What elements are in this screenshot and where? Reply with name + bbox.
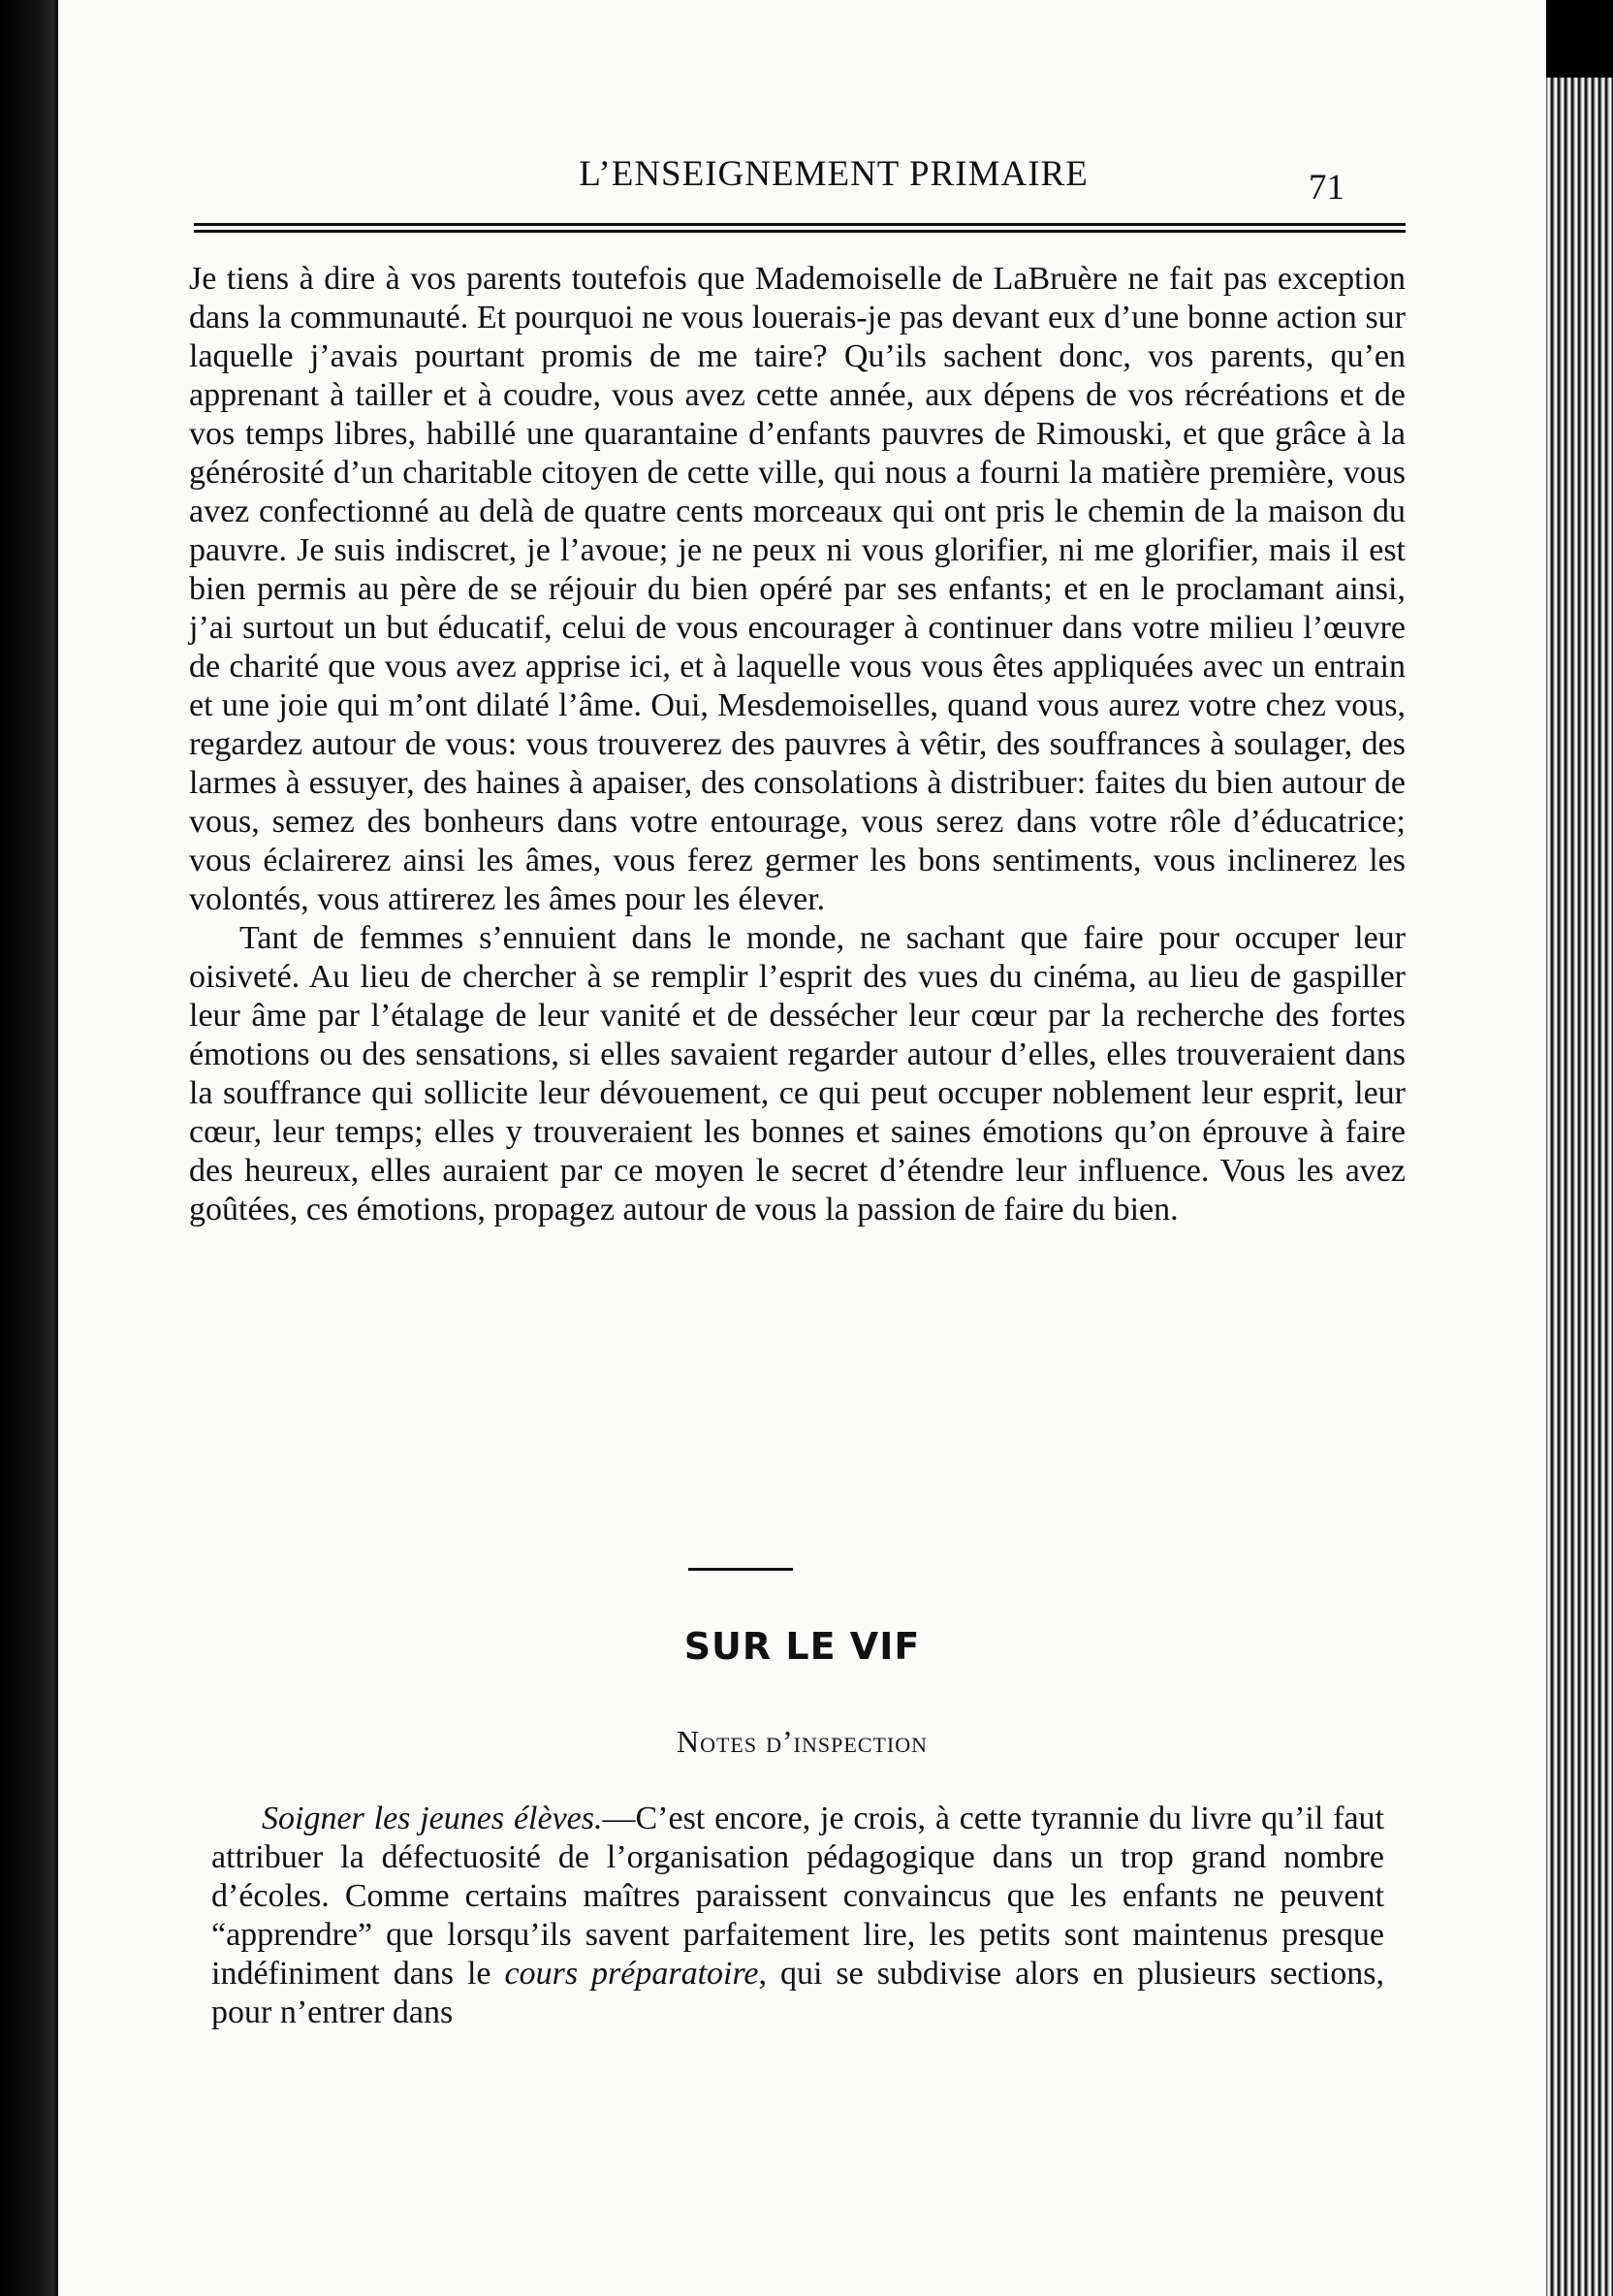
- body-text: [189, 260, 1406, 1229]
- paragraph-1: Je tiens à dire à vos parents toutefois que Mademoiselle de LaBruère ne fait pas exception dans la communauté. Et pourquoi ne vous louerais-je pas devant eux d’une bonne action sur laquelle j’avais pourtant promis de me taire? Qu’ils sachent donc, vos parents, qu’en apprenant à tailler et à coudre, vous avez cette année, aux dépens de vos récréations et de vos temps libres, habillé une quarantaine d’enfants pauvres de Rimouski, et que grâce à la générosité d’un charitable citoyen de cette ville, qui nous a fourni la matière première, vous avez confectionné au delà de quatre cents morceaux qui ont pris le chemin de la maison du pauvre. Je suis indiscret, je l’avoue; je ne peux ni vous glorifier, ni me glorifier, mais il est bien permis au père de se réjouir du bien opéré par ses enfants; et en le proclamant ainsi, j’ai surtout un but éducatif, celui de vous encourager à continuer dans votre milieu l’œuvre de charité que vous avez apprise ici, et à laquelle vous vous êtes appliquées avec un entrain et une joie qui m’ont dilaté l’âme. Oui, Mesdemoiselles, quand vous aurez votre chez vous, regardez autour de vous: vous trouverez des pauvres à vêtir, des souffrances à soulager, des larmes à essuyer, des haines à apaiser, des consolations à distribuer: faites du bien autour de vous, semez des bonheurs dans votre entourage, vous serez dans votre rôle d’éducatrice; vous éclairerez ainsi les âmes, vous ferez germer les bons sentiments, vous inclinerez les volontés, vous attirerez les âmes pour les élever.: [189, 261, 1406, 917]
- section-text-2: , qui se subdivise alors en plusieurs sections, pour n’entrer dans: [211, 1956, 1384, 2030]
- section-title: SUR LE VIF: [683, 1625, 921, 1668]
- section-text-1: —C’est encore, je crois, à cette tyrannie du livre qu’il faut attribuer la défectuosité de l’organisation pédagogique dans un trop grand nombre d’écoles. Comme certains maîtres paraissent convaincus que les enfants ne peuvent “apprendre” que lorsqu’ils savent parfaitement lire, les petits sont maintenus presque indéfiniment dans le: [211, 1801, 1384, 1992]
- book-page: [58, 0, 1546, 2296]
- running-head-title: L’ENSEIGNEMENT PRIMAIRE: [579, 154, 1089, 194]
- section-body: [211, 1800, 1384, 2032]
- running-head: [58, 153, 1546, 207]
- book-left-edge: [0, 0, 58, 2296]
- section-paragraph: [211, 1800, 1384, 2032]
- page-number: 71: [1309, 168, 1344, 207]
- section-subtitle: Notes d’inspection: [677, 1724, 928, 1759]
- page-block-edge: [1541, 78, 1613, 2296]
- header-double-rule: [194, 223, 1406, 233]
- section-italic-2: cours préparatoire: [504, 1956, 759, 1992]
- paragraph-2: Tant de femmes s’ennuient dans le monde, ne sachant que faire pour occuper leur oisiveté. Au lieu de chercher à se remplir l’esprit des vues du cinéma, au lieu de gaspiller leur âme par l’étalage de leur vanité et de dessécher leur cœur par la recherche des fortes émotions ou des sensations, si elles savaient regarder autour d’elles, elles trouveraient dans la souffrance qui sollicite leur dévouement, ce qui peut occuper noblement leur esprit, leur cœur, leur temps; elles y trouveraient les bonnes et saines émotions qu’on éprouve à faire des heureux, elles auraient par ce moyen le secret d’étendre leur influence. Vous les avez goûtées, ces émotions, propagez autour de vous la passion de faire du bien.: [189, 920, 1406, 1228]
- lead-italic: Soigner les jeunes élèves.: [262, 1801, 603, 1836]
- section-divider: [688, 1568, 793, 1571]
